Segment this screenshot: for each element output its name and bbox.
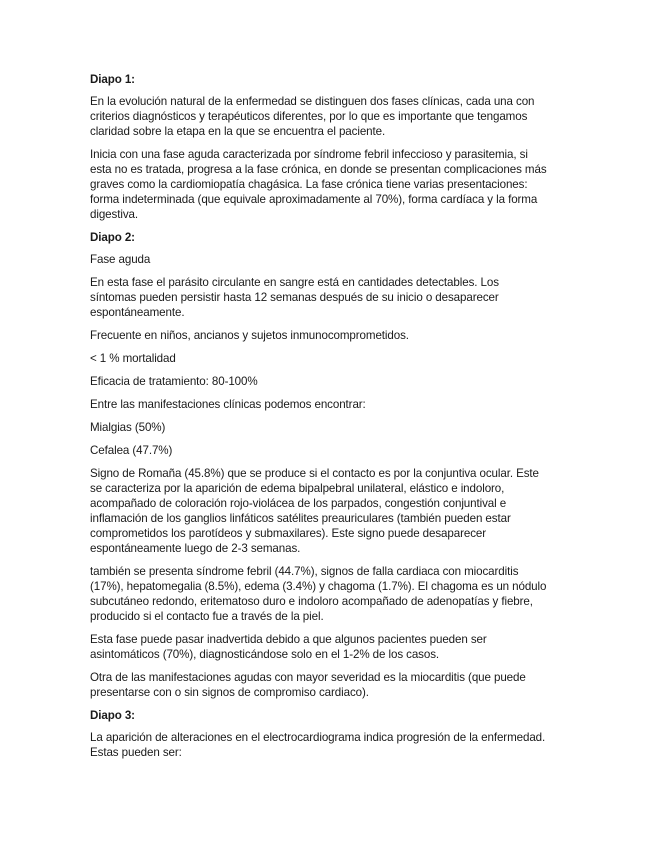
text-line: Cefalea (47.7%) xyxy=(90,444,173,457)
text-line: graves como la cardiomiopatía chagásica. La fase crónica tiene varias presentaciones: xyxy=(90,178,528,191)
text-line: (17%), hepatomegalia (8.5%), edema (3.4%) y chagoma (1.7%). El chagoma es un nódulo xyxy=(90,580,547,593)
section-heading xyxy=(90,230,580,245)
text-line: Entre las manifestaciones clínicas podemos encontrar: xyxy=(90,398,366,411)
text-line: acompañado de coloración rojo-violácea de los parpados, congestión conjuntival e xyxy=(90,497,507,510)
paragraph xyxy=(90,94,580,139)
paragraph xyxy=(90,466,580,556)
text-line: espontáneamente. xyxy=(90,306,185,319)
document-page xyxy=(90,72,580,768)
text-line: Diapo 2: xyxy=(90,231,135,244)
text-line: también se presenta síndrome febril (44.7%), signos de falla cardiaca con miocarditis xyxy=(90,565,519,578)
text-line: En la evolución natural de la enfermedad se distinguen dos fases clínicas, cada una con xyxy=(90,95,535,108)
paragraph xyxy=(90,328,580,343)
paragraph xyxy=(90,397,580,412)
paragraph xyxy=(90,730,580,760)
paragraph xyxy=(90,632,580,662)
paragraph xyxy=(90,252,580,267)
text-line: Diapo 3: xyxy=(90,709,135,722)
text-line: Fase aguda xyxy=(90,253,151,266)
text-line: digestiva. xyxy=(90,208,138,221)
text-line: La aparición de alteraciones en el electrocardiograma indica progresión de la enfermedad. xyxy=(90,731,546,744)
text-line: Estas pueden ser: xyxy=(90,746,182,759)
text-line: < 1 % mortalidad xyxy=(90,352,176,365)
paragraph xyxy=(90,374,580,389)
text-line: En esta fase el parásito circulante en sangre está en cantidades detectables. Los xyxy=(90,276,499,289)
text-line: criterios diagnósticos y terapéuticos diferentes, por lo que es importante que tengamos xyxy=(90,110,528,123)
text-line: Eficacia de tratamiento: 80-100% xyxy=(90,375,258,388)
text-line: claridad sobre la etapa en la que se encuentra el paciente. xyxy=(90,125,386,138)
text-line: espontáneamente luego de 2-3 semanas. xyxy=(90,542,301,555)
paragraph xyxy=(90,147,580,222)
paragraph xyxy=(90,670,580,700)
paragraph xyxy=(90,443,580,458)
text-line: Diapo 1: xyxy=(90,73,135,86)
text-line: síntomas pueden persistir hasta 12 semanas después de su inicio o desaparecer xyxy=(90,291,499,304)
text-line: Signo de Romaña (45.8%) que se produce si el contacto es por la conjuntiva ocular. Este xyxy=(90,467,539,480)
text-line: esta no es tratada, progresa a la fase crónica, en donde se presentan complicaciones más xyxy=(90,163,547,176)
paragraph xyxy=(90,564,580,624)
text-line: se caracteriza por la aparición de edema bipalpebral unilateral, elástico e indoloro, xyxy=(90,482,505,495)
text-line: presentarse con o sin signos de compromiso cardiaco). xyxy=(90,686,369,699)
text-line: Esta fase puede pasar inadvertida debido a que algunos pacientes pueden ser xyxy=(90,633,487,646)
text-line: Inicia con una fase aguda caracterizada por síndrome febril infeccioso y parasitemia, si xyxy=(90,148,528,161)
text-line: forma indeterminada (que equivale aproximadamente al 70%), forma cardíaca y la forma xyxy=(90,193,538,206)
text-line: Mialgias (50%) xyxy=(90,421,166,434)
paragraph xyxy=(90,420,580,435)
text-line: asintomáticos (70%), diagnosticándose solo en el 1-2% de los casos. xyxy=(90,648,440,661)
section-heading xyxy=(90,708,580,723)
text-line: Frecuente en niños, ancianos y sujetos inmunocomprometidos. xyxy=(90,329,409,342)
text-line: subcutáneo redondo, eritematoso duro e indoloro acompañado de adenopatías y fiebre, xyxy=(90,595,533,608)
text-line: comprometidos los parotídeos y submaxilares). Este signo puede desaparecer xyxy=(90,527,487,540)
text-line: Otra de las manifestaciones agudas con mayor severidad es la miocarditis (que puede xyxy=(90,671,526,684)
text-line: producido si el contacto fue a través de la piel. xyxy=(90,610,324,623)
paragraph xyxy=(90,275,580,320)
paragraph xyxy=(90,351,580,366)
section-heading xyxy=(90,72,580,87)
text-line: inflamación de los ganglios linfáticos satélites preauriculares (también pueden estar xyxy=(90,512,511,525)
